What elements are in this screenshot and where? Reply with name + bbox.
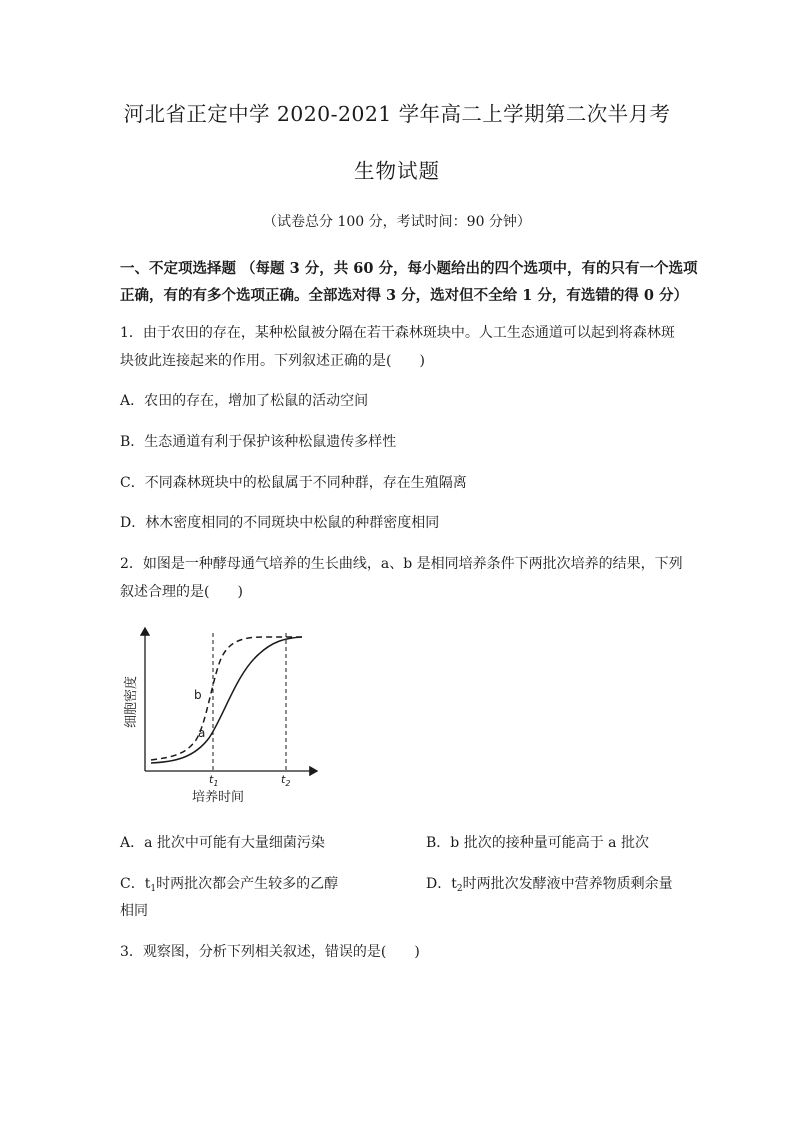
growth-curve-figure <box>114 616 334 811</box>
t2-tick-label: $t_2$ <box>281 773 291 788</box>
y-axis-label: 细胞密度 <box>124 675 139 728</box>
q1-option-b: B．生态通道有利于保护该种松鼠遗传多样性 <box>120 434 397 450</box>
section-heading-line2: 正确，有的有多个选项正确。全部选对得 3 分，选对但不全给 1 分，有选错的得 0 分） <box>120 287 689 304</box>
q1-option-a: A．农田的存在，增加了松鼠的活动空间 <box>120 393 369 409</box>
q1-option-d: D．林木密度相同的不同斑块中松鼠的种群密度相同 <box>120 515 440 531</box>
q2-option-b: B．b 批次的接种量可能高于 a 批次 <box>426 835 649 851</box>
subject-title: 生物试题 <box>354 159 440 183</box>
curve-b-dashed <box>151 637 302 760</box>
curve-b-label: b <box>194 688 202 702</box>
t1-tick-label: $t_1$ <box>209 773 219 788</box>
exam-title: 河北省正定中学 2020-2021 学年高二上学期第二次半月考 <box>123 102 671 126</box>
q1-stem-line2: 块彼此连接起来的作用。下列叙述正确的是( ) <box>120 353 425 369</box>
section-heading-line1: 一、不定项选择题 （每题 3 分，共 60 分，每小题给出的四个选项中，有的只有一个选项 <box>120 260 698 277</box>
q1-option-c: C．不同森林斑块中的松鼠属于不同种群，存在生殖隔离 <box>120 475 467 491</box>
curve-a-label: a <box>198 726 206 740</box>
q2-stem-line2: 叙述合理的是( ) <box>120 584 243 600</box>
curve-a-solid <box>151 637 302 763</box>
q3-stem: 3．观察图，分析下列相关叙述，错误的是( ) <box>120 944 420 960</box>
q2-option-d-continued: 相同 <box>120 903 148 919</box>
q2-option-d: D．$t_2$时两批次发酵液中营养物质剩余量 <box>426 876 673 894</box>
q2-stem-line1: 2．如图是一种酵母通气培养的生长曲线，a、b 是相同培养条件下两批次培养的结果，下列 <box>120 556 683 572</box>
x-axis-label: 培养时间 <box>192 790 245 805</box>
q1-stem-line1: 1．由于农田的存在，某种松鼠被分隔在若干森林斑块中。人工生态通道可以起到将森林斑 <box>120 325 675 341</box>
exam-info: （试卷总分 100 分，考试时间：90 分钟） <box>263 214 531 230</box>
q2-option-a: A．a 批次中可能有大量细菌污染 <box>120 835 325 851</box>
q2-option-c: C．$t_1$时两批次都会产生较多的乙醇 <box>120 876 339 894</box>
